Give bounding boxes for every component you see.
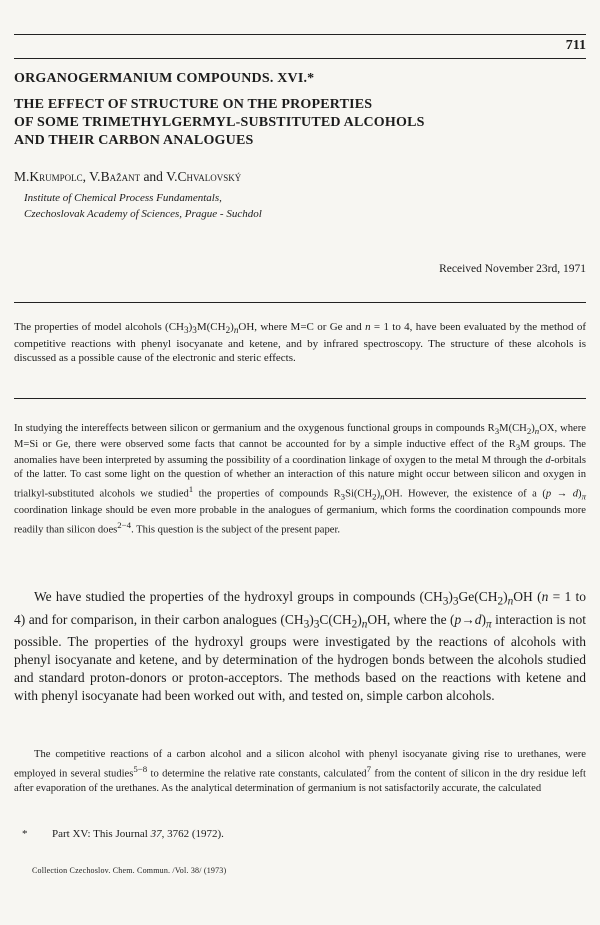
introduction-paragraph: In studying the intereffects between silicon or germanium and the oxygenous functional groups in compounds $R_3M(CH_2)_nOX$, where M=Si or Ge, there were observed some facts that cannot be accounted for by a simple inductive effect of the $R_3M$ groups. The anomalies have been interpreted by assuming the possibility of a coordination linkage of oxygen to the metal M through the d-orbitals of the latter. To cast some light on the question of whether an interaction of this nature might occur between silicon and oxygen in trialkyl-substituted alcohols we studied$^1$ the properties of compounds $R_3Si(CH_2)_nOH$. However, the existence of a $(p \to d)_\pi$ coordination linkage should be even more probable in the analogues of germanium, which forms the coordination compounds more readily than silicon does$^{2-4}$. This question is the subject of the present paper. — [14, 423, 586, 536]
journal-footer: Collection Czechoslov. Chem. Commun. /Vol. 38/ (1973) — [32, 866, 227, 875]
footnote: * Part XV: This Journal 37, 3762 (1972). — [22, 828, 224, 840]
page-number: 711 — [565, 38, 586, 53]
series-title: ORGANOGERMANIUM COMPOUNDS. XVI.* — [14, 71, 315, 86]
body-paragraph-main: We have studied the properties of the hydroxyl groups in compounds $(CH_3)_3Ge(CH_2)_nOH$ (n = 1 to 4) and for comparison, in their carbon analogues $(CH_3)_3C(CH_2)_nOH$, where the $(p\to d)_\pi$ interaction is not possible. The properties of the hydroxyl groups were investigated by the reactions of alcohols with phenyl isocyanate and ketene, and by determination of the hydrogen bonds between the alcohols studied and standard proton-donors or proton-acceptors. The methods based on the reactions with ketene and with phenyl isocyanate had been worked out with, and tested on, simple carbon alcohols. — [14, 589, 586, 704]
affiliation-line-1: Institute of Chemical Process Fundamentals, — [24, 192, 222, 204]
article-title-line-1: THE EFFECT OF STRUCTURE ON THE PROPERTIES — [14, 97, 373, 112]
article-title-line-2: OF SOME TRIMETHYLGERMYL-SUBSTITUTED ALCOHOLS — [14, 115, 425, 130]
author-1-initial: M. — [14, 169, 30, 184]
article-title-line-3: AND THEIR CARBON ANALOGUES — [14, 133, 254, 148]
author-3-initial: V. — [166, 169, 178, 184]
abstract-bottom-rule — [14, 398, 586, 399]
abstract-top-rule — [14, 302, 586, 303]
author-1-surname: Krumpolc — [29, 169, 83, 184]
author-2-initial: V. — [89, 169, 101, 184]
top-rule — [14, 34, 586, 35]
footnote-marker: * — [22, 828, 28, 840]
body-paragraph-competitive-reactions: The competitive reactions of a carbon alcohol and a silicon alcohol with phenyl isocyanate giving rise to urethanes, were employed in several studies$^{5-8}$ to determine the relative rate constants, calculated$^7$ from the content of silicon in the dry residue left after evaporation of the urethanes. As the analytical determination of germanium is not satisfactorily accurate, the calculated — [14, 749, 586, 794]
author-2-surname: Bažant — [100, 169, 141, 184]
affiliation-line-2: Czechoslovak Academy of Sciences, Prague - Suchdol — [24, 208, 262, 220]
abstract: The properties of model alcohols $(CH_3)_3M(CH_2)_nOH$, where M=C or Ge and n = 1 to 4, have been evaluated by the method of competitive reactions with phenyl isocyanate and ketene, and by infrared spectroscopy. The structure of these alcohols is discussed as a possible cause of the electronic and steric effects. — [14, 321, 586, 365]
authors — [14, 169, 241, 185]
author-3-surname: Chvalovský — [177, 169, 242, 184]
received-date: Received November 23rd, 1971 — [439, 263, 586, 275]
author-separator: and — [140, 169, 167, 184]
author-separator: , — [82, 169, 90, 184]
header-rule — [14, 58, 586, 59]
